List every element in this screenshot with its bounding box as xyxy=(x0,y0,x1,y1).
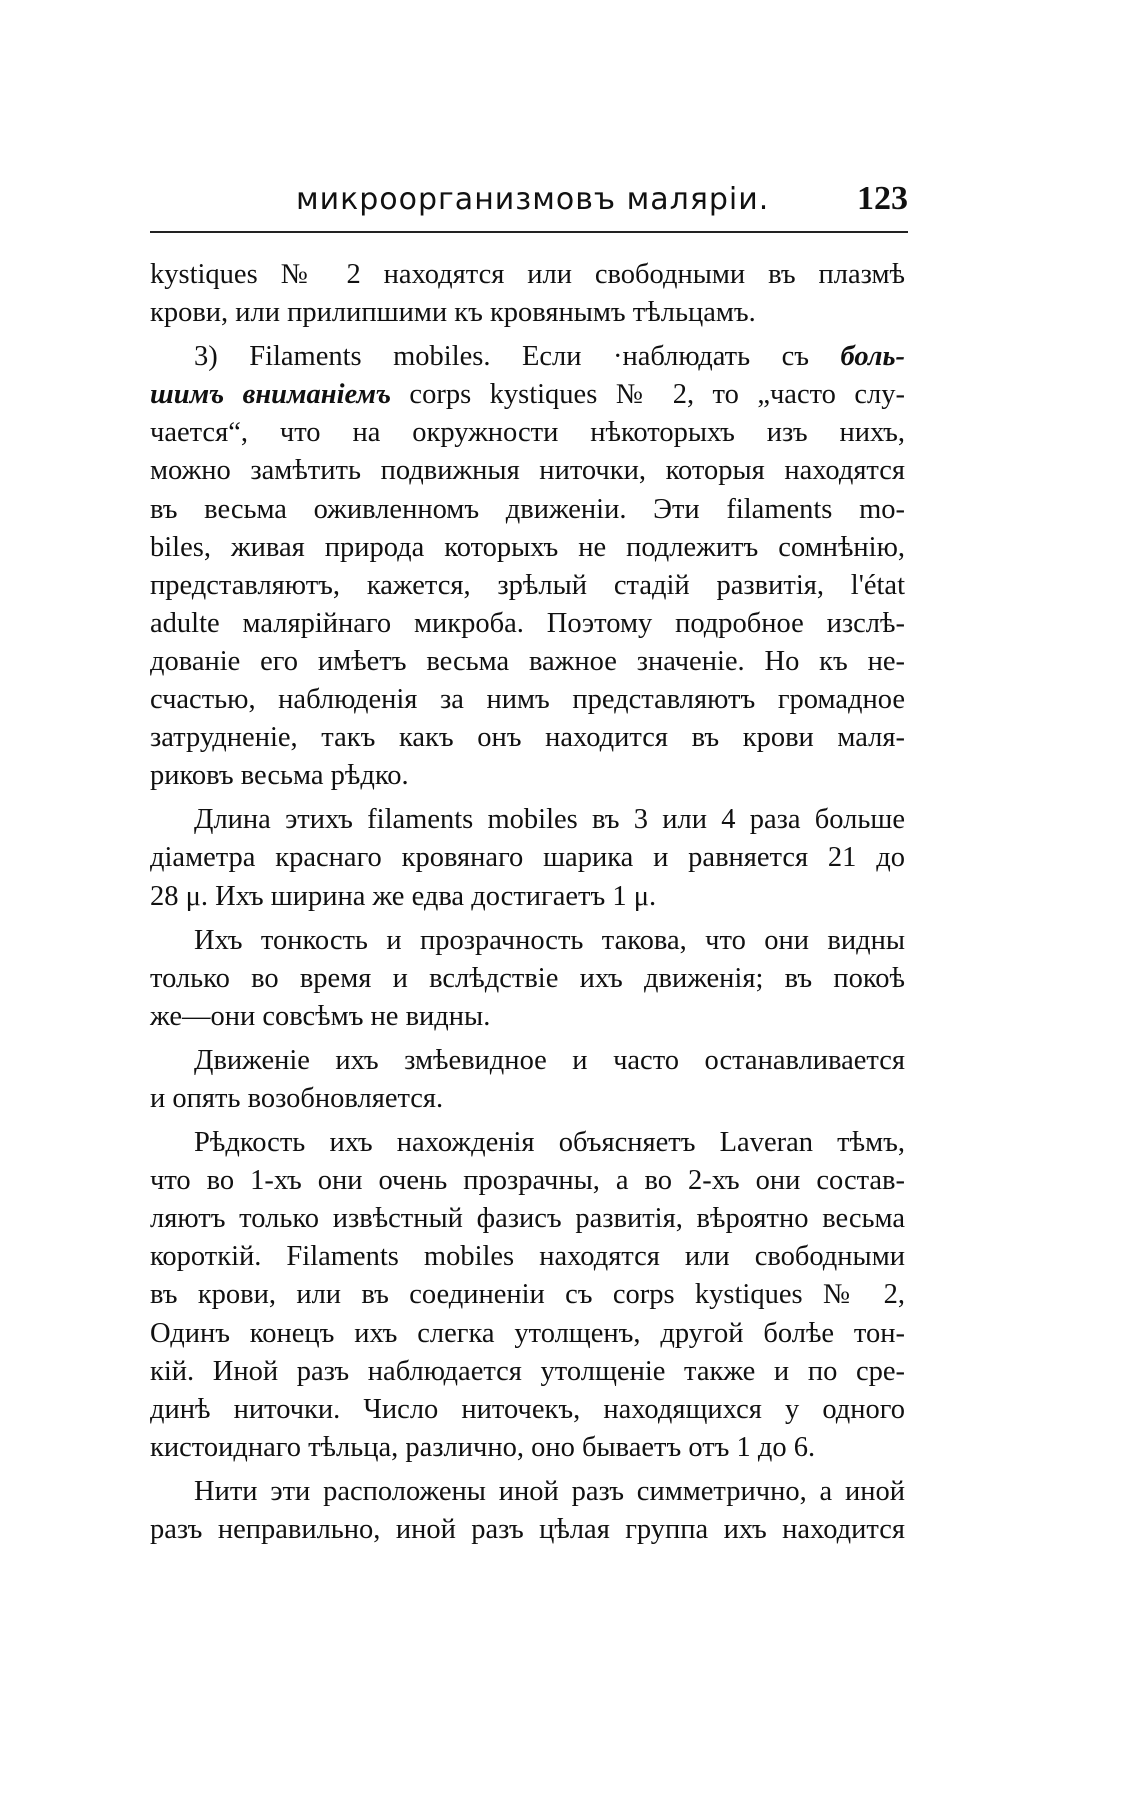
text-line: короткій. Filaments mobiles находятся или свободными xyxy=(150,1241,905,1273)
page-number: 123 xyxy=(857,180,908,217)
text-line: ляютъ только извѣстный фазисъ развитія, вѣроятно весьма xyxy=(150,1203,905,1235)
body-text xyxy=(150,256,905,1549)
text-line: дованіе его имѣетъ весьма важное значеніе. Но къ не- xyxy=(150,645,905,677)
text-line: въ весьма оживленномъ движеніи. Эти filaments mo- xyxy=(150,493,905,525)
text-line: разъ неправильно, иной разъ цѣлая группа ихъ находится xyxy=(150,1514,905,1545)
italic-text: боль- xyxy=(840,341,905,373)
header-rule xyxy=(150,231,908,233)
text-line: динѣ ниточки. Число ниточекъ, находящихся у одного xyxy=(150,1393,905,1425)
text-line: Ихъ тонкость и прозрачность такова, что они видны xyxy=(194,924,905,956)
text-fragment: 3) Filaments mobiles. Если ·наблюдать съ xyxy=(194,341,841,373)
text-line: кій. Иной разъ наблюдается утолщеніе также и по сре- xyxy=(150,1355,905,1387)
text-line: Рѣдкость ихъ нахожденія объясняетъ Laveran тѣмъ, xyxy=(194,1127,905,1159)
text-line: счастью, наблюденія за нимъ представляютъ громадное xyxy=(150,684,905,716)
text-line: представляютъ, кажется, зрѣлый стадій развитія, l'état xyxy=(150,569,905,601)
text-line: biles, живая природа которыхъ не подлежитъ сомнѣнію, xyxy=(150,531,905,563)
page-header xyxy=(150,180,908,228)
text-line: риковъ весьма рѣдко. xyxy=(150,760,409,792)
text-line: Одинъ конецъ ихъ слегка утолщенъ, другой болѣе тон- xyxy=(150,1317,905,1349)
text-line: чается“, что на окружности нѣкоторыхъ изъ нихъ, xyxy=(150,417,905,449)
text-line: 28 μ. Ихъ ширина же едва достигаетъ 1 μ. xyxy=(150,880,657,912)
text-line: въ крови, или въ соединеніи съ corps kystiques № 2, xyxy=(150,1279,905,1311)
italic-text: шимъ вниманіемъ xyxy=(150,379,391,411)
text-line: кистоиднаго тѣльца, различно, оно бываетъ отъ 1 до 6. xyxy=(150,1431,816,1463)
text-line: можно замѣтить подвижныя ниточки, которыя находятся xyxy=(150,455,905,487)
text-line: Нити эти расположены иной разъ симметрично, а иной xyxy=(194,1475,905,1507)
text-line: kystiques № 2 находятся или свободными въ плазмѣ xyxy=(150,259,905,290)
text-line: діаметра краснаго кровянаго шарика и равняется 21 до xyxy=(150,842,905,874)
text-line: adulte малярійнаго микроба. Поэтому подробное изслѣ- xyxy=(150,607,905,639)
text-line: что во 1-хъ они очень прозрачны, а во 2-хъ они состав- xyxy=(150,1165,905,1197)
text-line: затрудненіе, такъ какъ онъ находится въ крови маля- xyxy=(150,722,905,754)
text-line: крови, или прилипшими къ кровянымъ тѣльцамъ. xyxy=(150,297,756,329)
text-line xyxy=(150,338,905,376)
text-line: же—они совсѣмъ не видны. xyxy=(150,1000,491,1032)
text-line: Длина этихъ filaments mobiles въ 3 или 4 раза больше xyxy=(194,804,905,836)
text-line: только во время и вслѣдствіе ихъ движенія; въ покоѣ xyxy=(150,962,905,994)
text-line xyxy=(150,376,905,414)
running-title: микроорганизмовъ маляріи. xyxy=(296,182,770,217)
text-line: и опять возобновляется. xyxy=(150,1082,444,1114)
text-line: Движеніе ихъ змѣевидное и часто останавливается xyxy=(194,1044,905,1076)
text-fragment: corps kystiques № 2, то „часто слу- xyxy=(390,379,905,411)
